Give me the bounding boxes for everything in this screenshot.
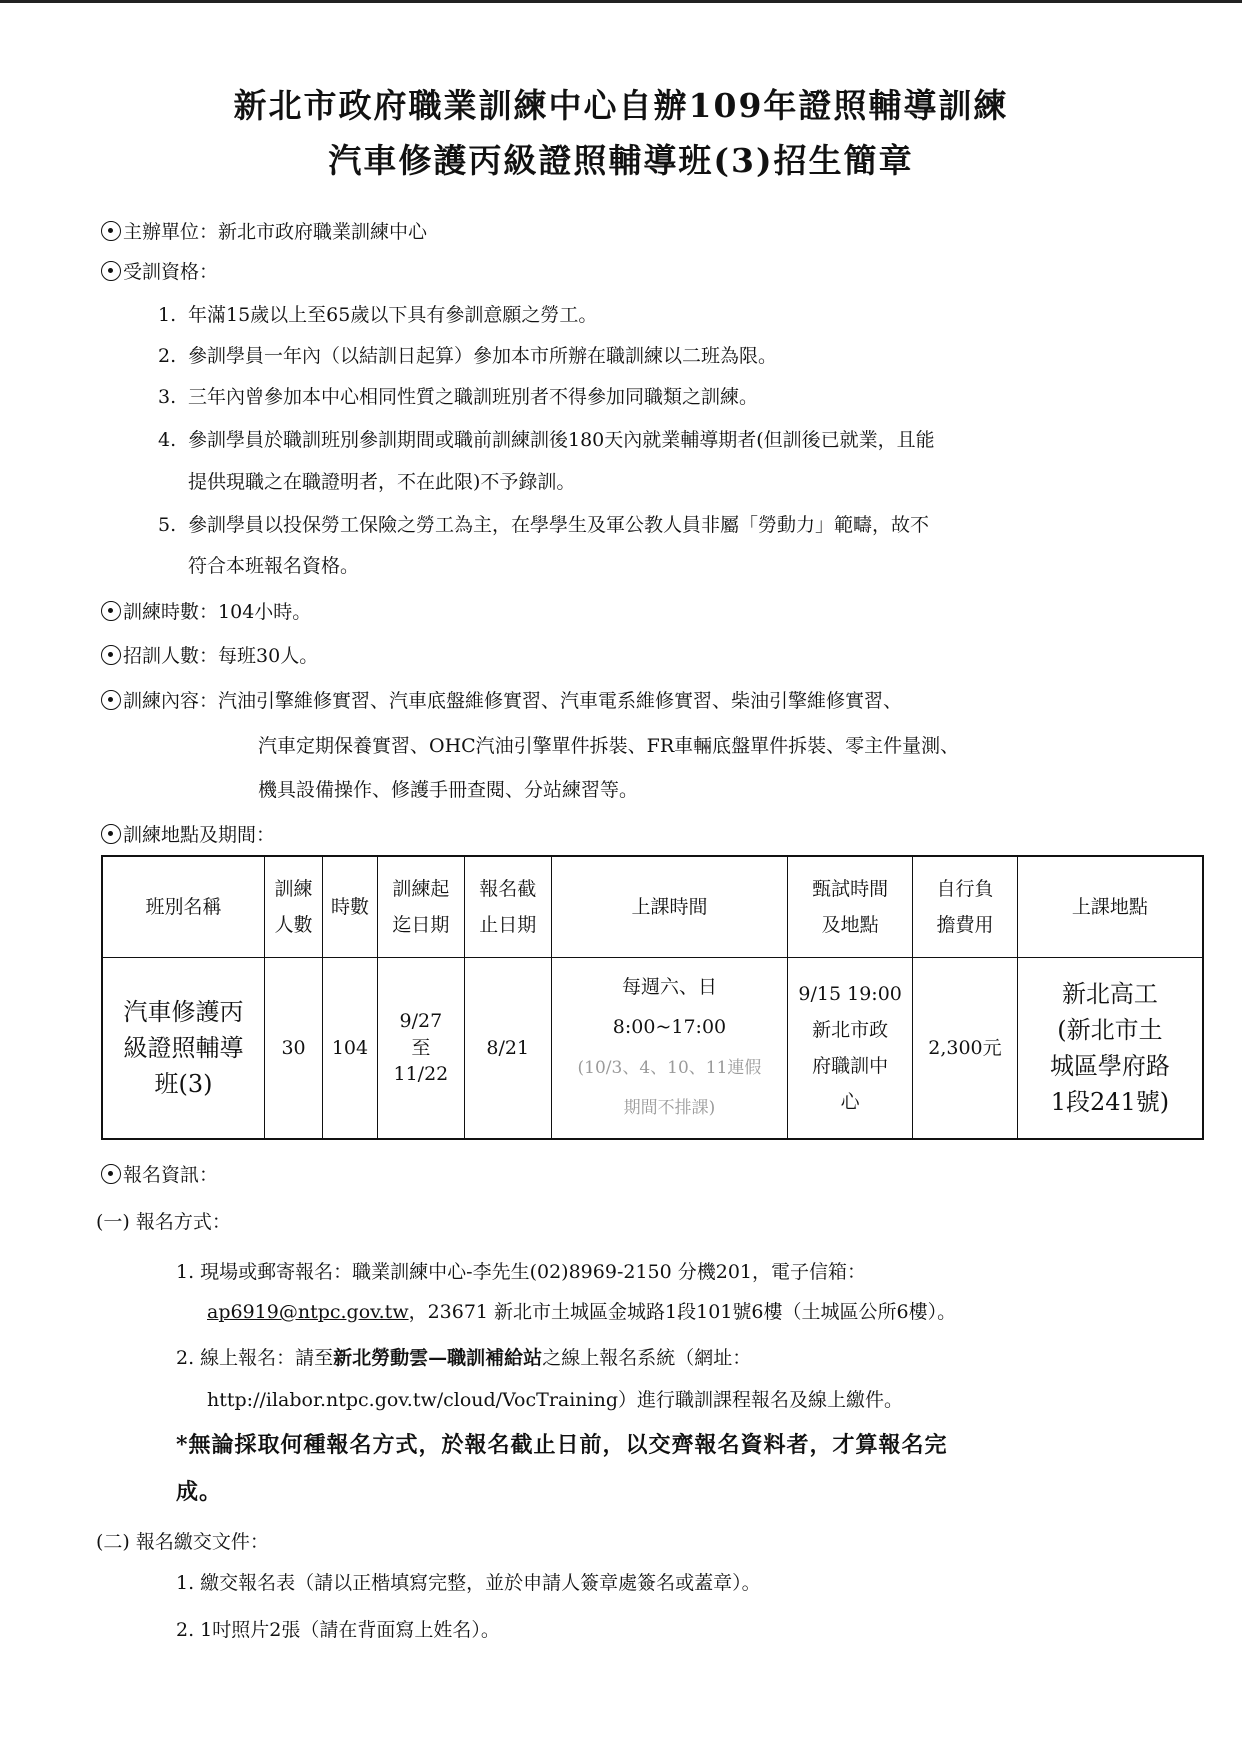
cell-period: 9/27 至 11/22	[377, 958, 464, 1140]
eligibility-item	[158, 341, 777, 368]
eligibility-item	[158, 300, 597, 327]
cell-trainees: 30	[265, 958, 323, 1140]
header-period: 訓練起 迄日期	[377, 856, 464, 958]
item-number: 3.	[158, 386, 177, 408]
registration-method-item-2-cont	[207, 1385, 903, 1412]
registration-method-item-2	[176, 1343, 751, 1370]
documents-label: (二) 報名繳交文件：	[96, 1531, 269, 1553]
scan-top-edge	[0, 0, 1242, 3]
registration-label: 報名資訊：	[123, 1164, 219, 1186]
item-number: 5.	[158, 514, 177, 536]
item-text: 之線上報名系統（網址：	[542, 1347, 752, 1369]
registration-method-label: (一) 報名方式：	[96, 1211, 231, 1233]
organizer-label: 主辦單位：	[123, 221, 219, 243]
table-row	[102, 958, 1203, 1140]
item-number: 2.	[158, 345, 177, 367]
header-fee: 自行負 擔費用	[913, 856, 1018, 958]
header-exam: 甄試時間 及地點	[788, 856, 913, 958]
cell-exam: 9/15 19:00 新北市政 府職訓中 心	[788, 958, 913, 1140]
cell-hours: 104	[322, 958, 377, 1140]
cell-fee: 2,300元	[913, 958, 1018, 1140]
circle-dot-bullet-icon	[101, 261, 121, 281]
cell-class-name: 汽車修護丙 級證照輔導 班(3)	[102, 958, 265, 1140]
circle-dot-bullet-icon	[101, 824, 121, 844]
eligibility-item-continuation: 提供現職之在職證明者，不在此限)不予錄訓。	[188, 471, 576, 493]
eligibility-item	[158, 382, 758, 409]
item-text: 三年內曾參加本中心相同性質之職訓班別者不得參加同職類之訓練。	[188, 386, 759, 408]
registration-url-link[interactable]: http://ilabor.ntpc.gov.tw/cloud/VocTraining	[207, 1389, 619, 1411]
item-text: ）進行職訓課程報名及線上繳件。	[618, 1389, 904, 1411]
hours-line	[101, 597, 311, 624]
enrollment-value: 每班30人。	[218, 645, 319, 667]
portal-name: 新北勞動雲—職訓補給站	[333, 1347, 543, 1369]
circle-dot-bullet-icon	[101, 690, 121, 710]
circle-dot-bullet-icon	[101, 645, 121, 665]
registration-note: *無論採取何種報名方式，於報名截止日前，以交齊報名資料者，才算報名完	[176, 1432, 948, 1458]
title-line-1: 新北市政府職業訓練中心自辦109年證照輔導訓練	[233, 86, 1009, 125]
item-text: 參訓學員以投保勞工保險之勞工為主，在學學生及軍公教人員非屬「勞動力」範疇，故不	[188, 514, 930, 536]
item-number: 1.	[158, 304, 177, 326]
header-venue: 上課地點	[1017, 856, 1203, 958]
header-schedule: 上課時間	[551, 856, 788, 958]
content-text: 汽油引擎維修實習、汽車底盤維修實習、汽車電系維修實習、柴油引擎維修實習、	[218, 690, 903, 712]
table-header-row	[102, 856, 1203, 958]
header-class-name: 班別名稱	[102, 856, 265, 958]
header-deadline: 報名截 止日期	[464, 856, 551, 958]
circle-dot-bullet-icon	[101, 221, 121, 241]
circle-dot-bullet-icon	[101, 1164, 121, 1184]
header-hours: 時數	[322, 856, 377, 958]
item-text: 年滿15歲以上至65歲以下具有參訓意願之勞工。	[188, 304, 598, 326]
item-text: 參訓學員於職訓班別參訓期間或職前訓練訓後180天內就業輔導期者(但訓後已就業，且能	[188, 429, 935, 451]
eligibility-item	[158, 425, 935, 452]
header-trainees: 訓練 人數	[265, 856, 323, 958]
address-text: ，23671 新北市土城區金城路1段101號6樓（土城區公所6樓）。	[408, 1301, 957, 1323]
eligibility-label: 受訓資格：	[123, 261, 219, 283]
registration-method-item-1-cont	[207, 1297, 956, 1324]
circle-dot-bullet-icon	[101, 601, 121, 621]
cell-deadline: 8/21	[464, 958, 551, 1140]
email-link[interactable]: ap6919@ntpc.gov.tw	[207, 1301, 409, 1323]
item-text: 2. 線上報名：請至	[176, 1347, 334, 1369]
documents-item: 1. 繳交報名表（請以正楷填寫完整，並於申請人簽章處簽名或蓋章）。	[176, 1572, 761, 1594]
enrollment-line	[101, 641, 318, 668]
hours-value: 104小時。	[218, 601, 312, 623]
enrollment-label: 招訓人數：	[123, 645, 219, 667]
eligibility-item-continuation: 符合本班報名資格。	[188, 555, 360, 577]
hours-label: 訓練時數：	[123, 601, 219, 623]
registration-heading	[101, 1160, 218, 1187]
location-period-heading	[101, 820, 275, 847]
content-text-continuation: 機具設備操作、修護手冊查閱、分站練習等。	[258, 779, 639, 801]
organizer-line	[101, 217, 427, 244]
documents-item: 2. 1吋照片2張（請在背面寫上姓名）。	[176, 1619, 500, 1641]
item-number: 4.	[158, 429, 177, 451]
registration-method-item-1: 1. 現場或郵寄報名：職業訓練中心-李先生(02)8969-2150 分機201，電子信箱：	[176, 1261, 867, 1283]
item-text: 參訓學員一年內（以結訓日起算）參加本市所辦在職訓練以二班為限。	[188, 345, 778, 367]
title-line-2: 汽車修護丙級證照輔導班(3)招生簡章	[328, 141, 914, 180]
organizer-value: 新北市政府職業訓練中心	[218, 221, 428, 243]
content-line	[101, 686, 902, 713]
schedule-table	[101, 855, 1204, 1140]
content-text-continuation: 汽車定期保養實習、OHC汽油引擎單件拆裝、FR車輛底盤單件拆裝、零主件量測、	[258, 735, 960, 757]
content-label: 訓練內容：	[123, 690, 219, 712]
eligibility-heading	[101, 257, 218, 284]
registration-note-cont: 成。	[176, 1479, 223, 1505]
cell-venue: 新北高工 (新北市土 城區學府路 1段241號)	[1017, 958, 1203, 1140]
eligibility-item	[158, 510, 929, 537]
location-period-label: 訓練地點及期間：	[123, 824, 276, 846]
cell-schedule: 每週六、日 8:00~17:00 (10/3、4、10、11連假 期間不排課)	[551, 958, 788, 1140]
